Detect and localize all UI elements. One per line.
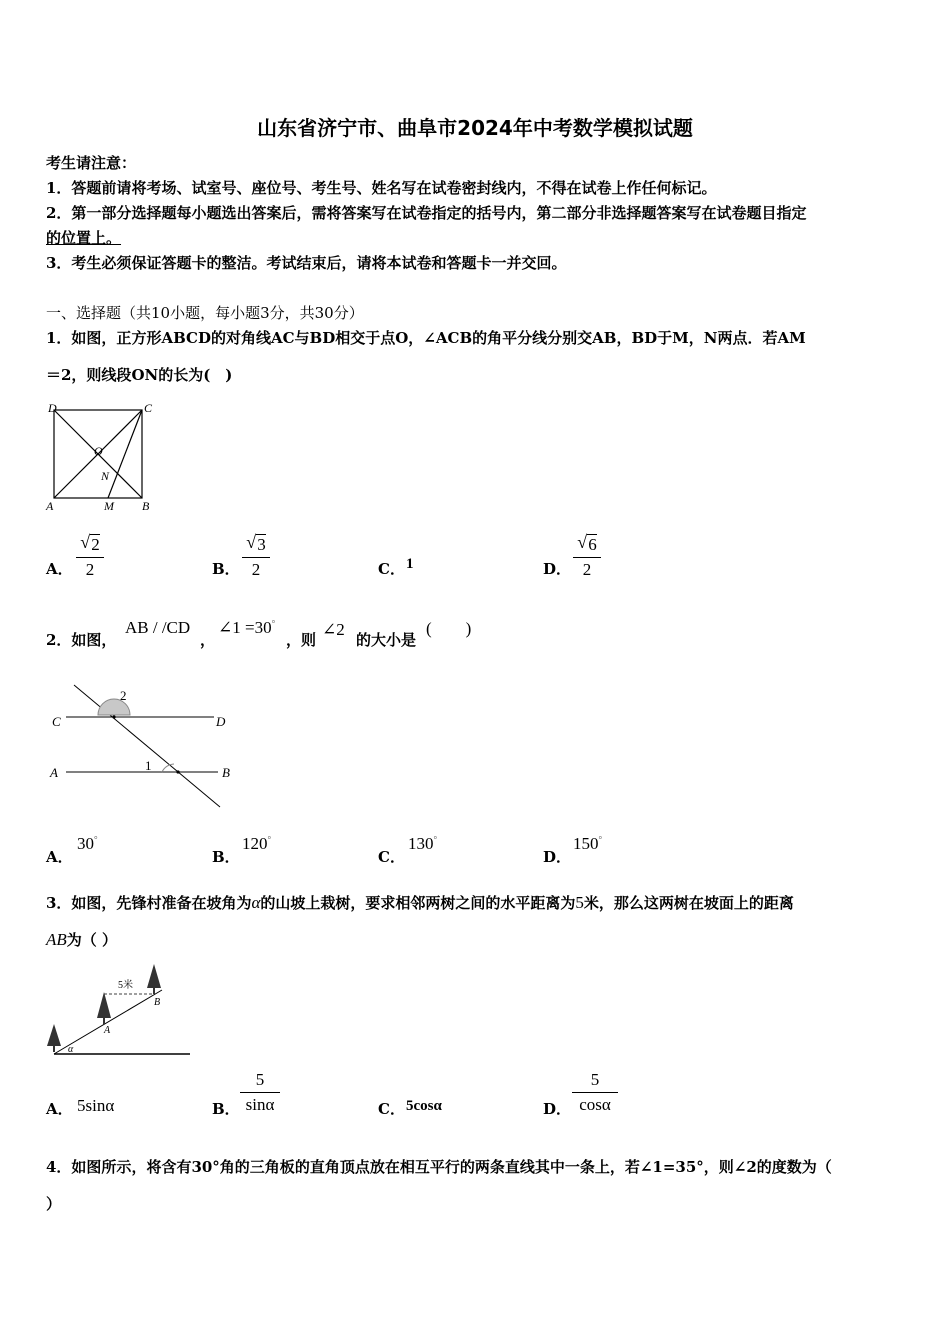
q2-option-a-value[interactable]: 30° [77, 834, 98, 853]
q2-option-c-value[interactable]: 130° [408, 834, 438, 853]
q1-option-c-label[interactable]: C． [378, 560, 405, 578]
q2-suffix: 的大小是 [356, 631, 417, 649]
q1-text-line1: 1．如图，正方形ABCD的对角线AC与BD相交于点O，∠ACB的角平分线分别交AB，BD于M，N两点．若AM [46, 329, 806, 347]
q2-label-2: 2 [120, 688, 127, 703]
q2-expr-angle2: ∠2 [322, 620, 345, 639]
q1-label-c: C [144, 401, 153, 415]
q2-label-d: D [216, 714, 226, 729]
q3-option-d-label[interactable]: D． [543, 1100, 572, 1118]
q1-option-c-value[interactable]: 1 [406, 556, 414, 572]
q3-label-b: B [154, 997, 161, 1008]
q4-text-line2: ） [46, 1195, 62, 1213]
q2-label-b: B [222, 765, 230, 780]
tree-icon-middle [97, 992, 111, 1024]
notice-line-1: 1．答题前请将考场、试室号、座位号、考生号、姓名写在试卷密封线内，不得在试卷上作任何标记。 [46, 179, 717, 197]
notice-heading: 考生请注意： [46, 154, 137, 172]
q3-option-c-value[interactable]: 5cosα [406, 1098, 442, 1114]
q2-comma: ， [200, 631, 216, 649]
q3-label-alpha: α [68, 1044, 74, 1055]
q3-text-line2: AB为（ ） [46, 930, 118, 949]
q2-option-b-value[interactable]: 120° [242, 834, 272, 853]
q3-label-dist: 5米 [118, 980, 133, 991]
tree-icon-left [47, 1024, 61, 1052]
q1-option-d-label[interactable]: D． [543, 560, 572, 578]
page-title: 山东省济宁市、曲阜市2024年中考数学模拟试题 [257, 116, 693, 140]
q2-label-a: A [50, 765, 58, 780]
q2-expr-parallel: AB / /CD [125, 618, 191, 637]
q3-label-a: A [104, 1025, 111, 1036]
q3-option-a-label[interactable]: A． [46, 1100, 73, 1118]
q1-option-d-value[interactable]: √ 6 2 [573, 535, 601, 580]
q2-prefix: 2．如图， [46, 631, 117, 649]
q3-option-a-value[interactable]: 5sinα [77, 1096, 115, 1115]
q2-label-c: C [52, 714, 61, 729]
q1-option-a-label[interactable]: A． [46, 560, 73, 578]
q2-answer-paren: ( ) [426, 619, 472, 638]
q3-option-b-value[interactable]: 5 sinα [240, 1070, 280, 1115]
notice-line-2-cont: 的位置上。 [46, 229, 122, 247]
q1-option-a-value[interactable]: √ 2 2 [76, 535, 104, 580]
q3-option-d-value[interactable]: 5 cosα [572, 1070, 618, 1115]
q1-option-b-value[interactable]: √ 3 2 [242, 535, 270, 580]
q2-label-1: 1 [145, 758, 152, 773]
q3-slope-figure [44, 962, 204, 1062]
q2-option-b-label[interactable]: B． [212, 848, 240, 866]
q1-option-b-label[interactable]: B． [212, 560, 240, 578]
q2-mid: ，则 [286, 631, 317, 649]
q1-label-m: M [104, 499, 114, 513]
q3-option-c-label[interactable]: C． [378, 1100, 405, 1118]
q1-square-figure [44, 400, 164, 515]
q1-label-a: A [46, 499, 54, 513]
q3-text-line1: 3．如图，先锋村准备在坡角为α的山坡上栽树，要求相邻两树之间的水平距离为5米，那么这两树在坡面上的距离 [46, 893, 794, 912]
q1-label-o: O [94, 444, 103, 458]
q2-option-a-label[interactable]: A． [46, 848, 73, 866]
q2-option-c-label[interactable]: C． [378, 848, 405, 866]
q2-expr-angle1: ∠1 =30° [218, 618, 276, 637]
q4-text-line1: 4．如图所示，将含有30°角的三角板的直角顶点放在相互平行的两条直线其中一条上，若∠1=35°，则∠2的度数为（ [46, 1158, 832, 1176]
q1-text-line2: ＝2，则线段ON的长为( ) [46, 366, 233, 384]
notice-line-2: 2．第一部分选择题每小题选出答案后，需将答案写在试卷指定的括号内，第二部分非选择题答案写在试卷题目指定 [46, 204, 807, 222]
q2-option-d-value[interactable]: 150° [573, 834, 603, 853]
q1-label-n: N [101, 469, 110, 483]
section-heading: 一、选择题（共10小题，每小题3分，共30分） [46, 304, 364, 322]
q1-label-d: D [48, 401, 57, 415]
tree-icon-right [147, 964, 161, 994]
q1-label-b: B [142, 499, 150, 513]
q2-option-d-label[interactable]: D． [543, 848, 572, 866]
notice-line-3: 3．考生必须保证答题卡的整洁。考试结束后，请将本试卷和答题卡一并交回。 [46, 254, 567, 272]
q2-parallel-lines-figure [46, 682, 246, 812]
q3-option-b-label[interactable]: B． [212, 1100, 240, 1118]
